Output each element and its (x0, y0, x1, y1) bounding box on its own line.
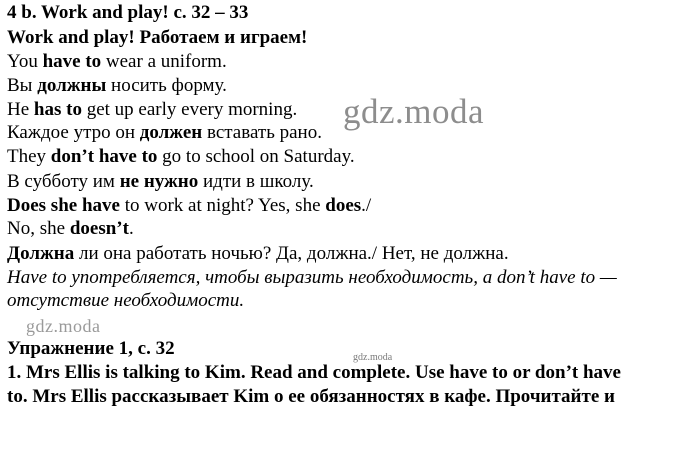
text-run: doesn’t (69, 218, 129, 239)
text-run: He (7, 99, 34, 120)
exercise-heading (7, 338, 175, 360)
text-run: don’t have to (50, 146, 158, 167)
text-run: Work and play! Работаем и играем! (7, 27, 308, 48)
exercise-task-line (7, 362, 621, 384)
text-run: . (128, 218, 134, 239)
text-line (7, 195, 371, 217)
text-run: 4 b. Work and play! с. 32 – 33 (7, 2, 249, 23)
text-run: Have to употребляется, чтобы выразить необходимость, а don’t have to — (7, 267, 617, 288)
heading-section (7, 2, 248, 24)
text-line (7, 99, 297, 121)
text-run: does (325, 195, 362, 216)
watermark-logo: gdz.moda (353, 352, 393, 363)
text-run: 1. Mrs Ellis is talking to Kim. Read and complete. Use have to or don’t have (7, 362, 621, 383)
text-run: не нужно (119, 171, 199, 192)
rule-note-line (7, 267, 617, 289)
text-line (7, 122, 322, 144)
text-run: has to (33, 99, 82, 120)
text-run: Каждое утро он (7, 122, 140, 143)
text-run: wear a uniform. (101, 51, 227, 72)
text-run: должен (139, 122, 203, 143)
watermark-logo: gdz.moda (343, 92, 485, 131)
text-run: go to school on Saturday. (157, 146, 355, 167)
watermark-logo: gdz.moda (26, 316, 101, 336)
rule-note-line (7, 290, 244, 312)
text-run: You (7, 51, 43, 72)
text-run: have to (42, 51, 102, 72)
text-run: должны (37, 75, 107, 96)
text-run: вставать рано. (202, 122, 322, 143)
text-run: to work at night? Yes, she (119, 195, 326, 216)
text-line (7, 51, 227, 73)
text-run: No, she (7, 218, 70, 239)
text-line (7, 218, 134, 240)
text-run: носить форму. (106, 75, 227, 96)
text-run: to. Mrs Ellis рассказывает Kim о ее обязанностях в кафе. Прочитайте и (7, 386, 615, 407)
text-line (7, 146, 355, 168)
text-run: В субботу им (7, 171, 120, 192)
text-line (7, 171, 314, 193)
text-run: Вы (7, 75, 38, 96)
text-run: They (7, 146, 51, 167)
text-run: Должна (7, 243, 75, 264)
heading-title (7, 27, 307, 49)
text-run: ли она работать ночью? Да, должна./ Нет, не должна. (74, 243, 509, 264)
text-run: идти в школу. (198, 171, 314, 192)
text-run: ./ (361, 195, 372, 216)
text-run: Does she have (7, 195, 120, 216)
exercise-task-line (7, 386, 615, 408)
text-line (7, 243, 509, 265)
text-run: get up early every morning. (81, 99, 298, 120)
text-line (7, 75, 227, 97)
text-run: Упражнение 1, с. 32 (7, 338, 175, 359)
text-run: отсутствие необходимости. (7, 290, 245, 311)
